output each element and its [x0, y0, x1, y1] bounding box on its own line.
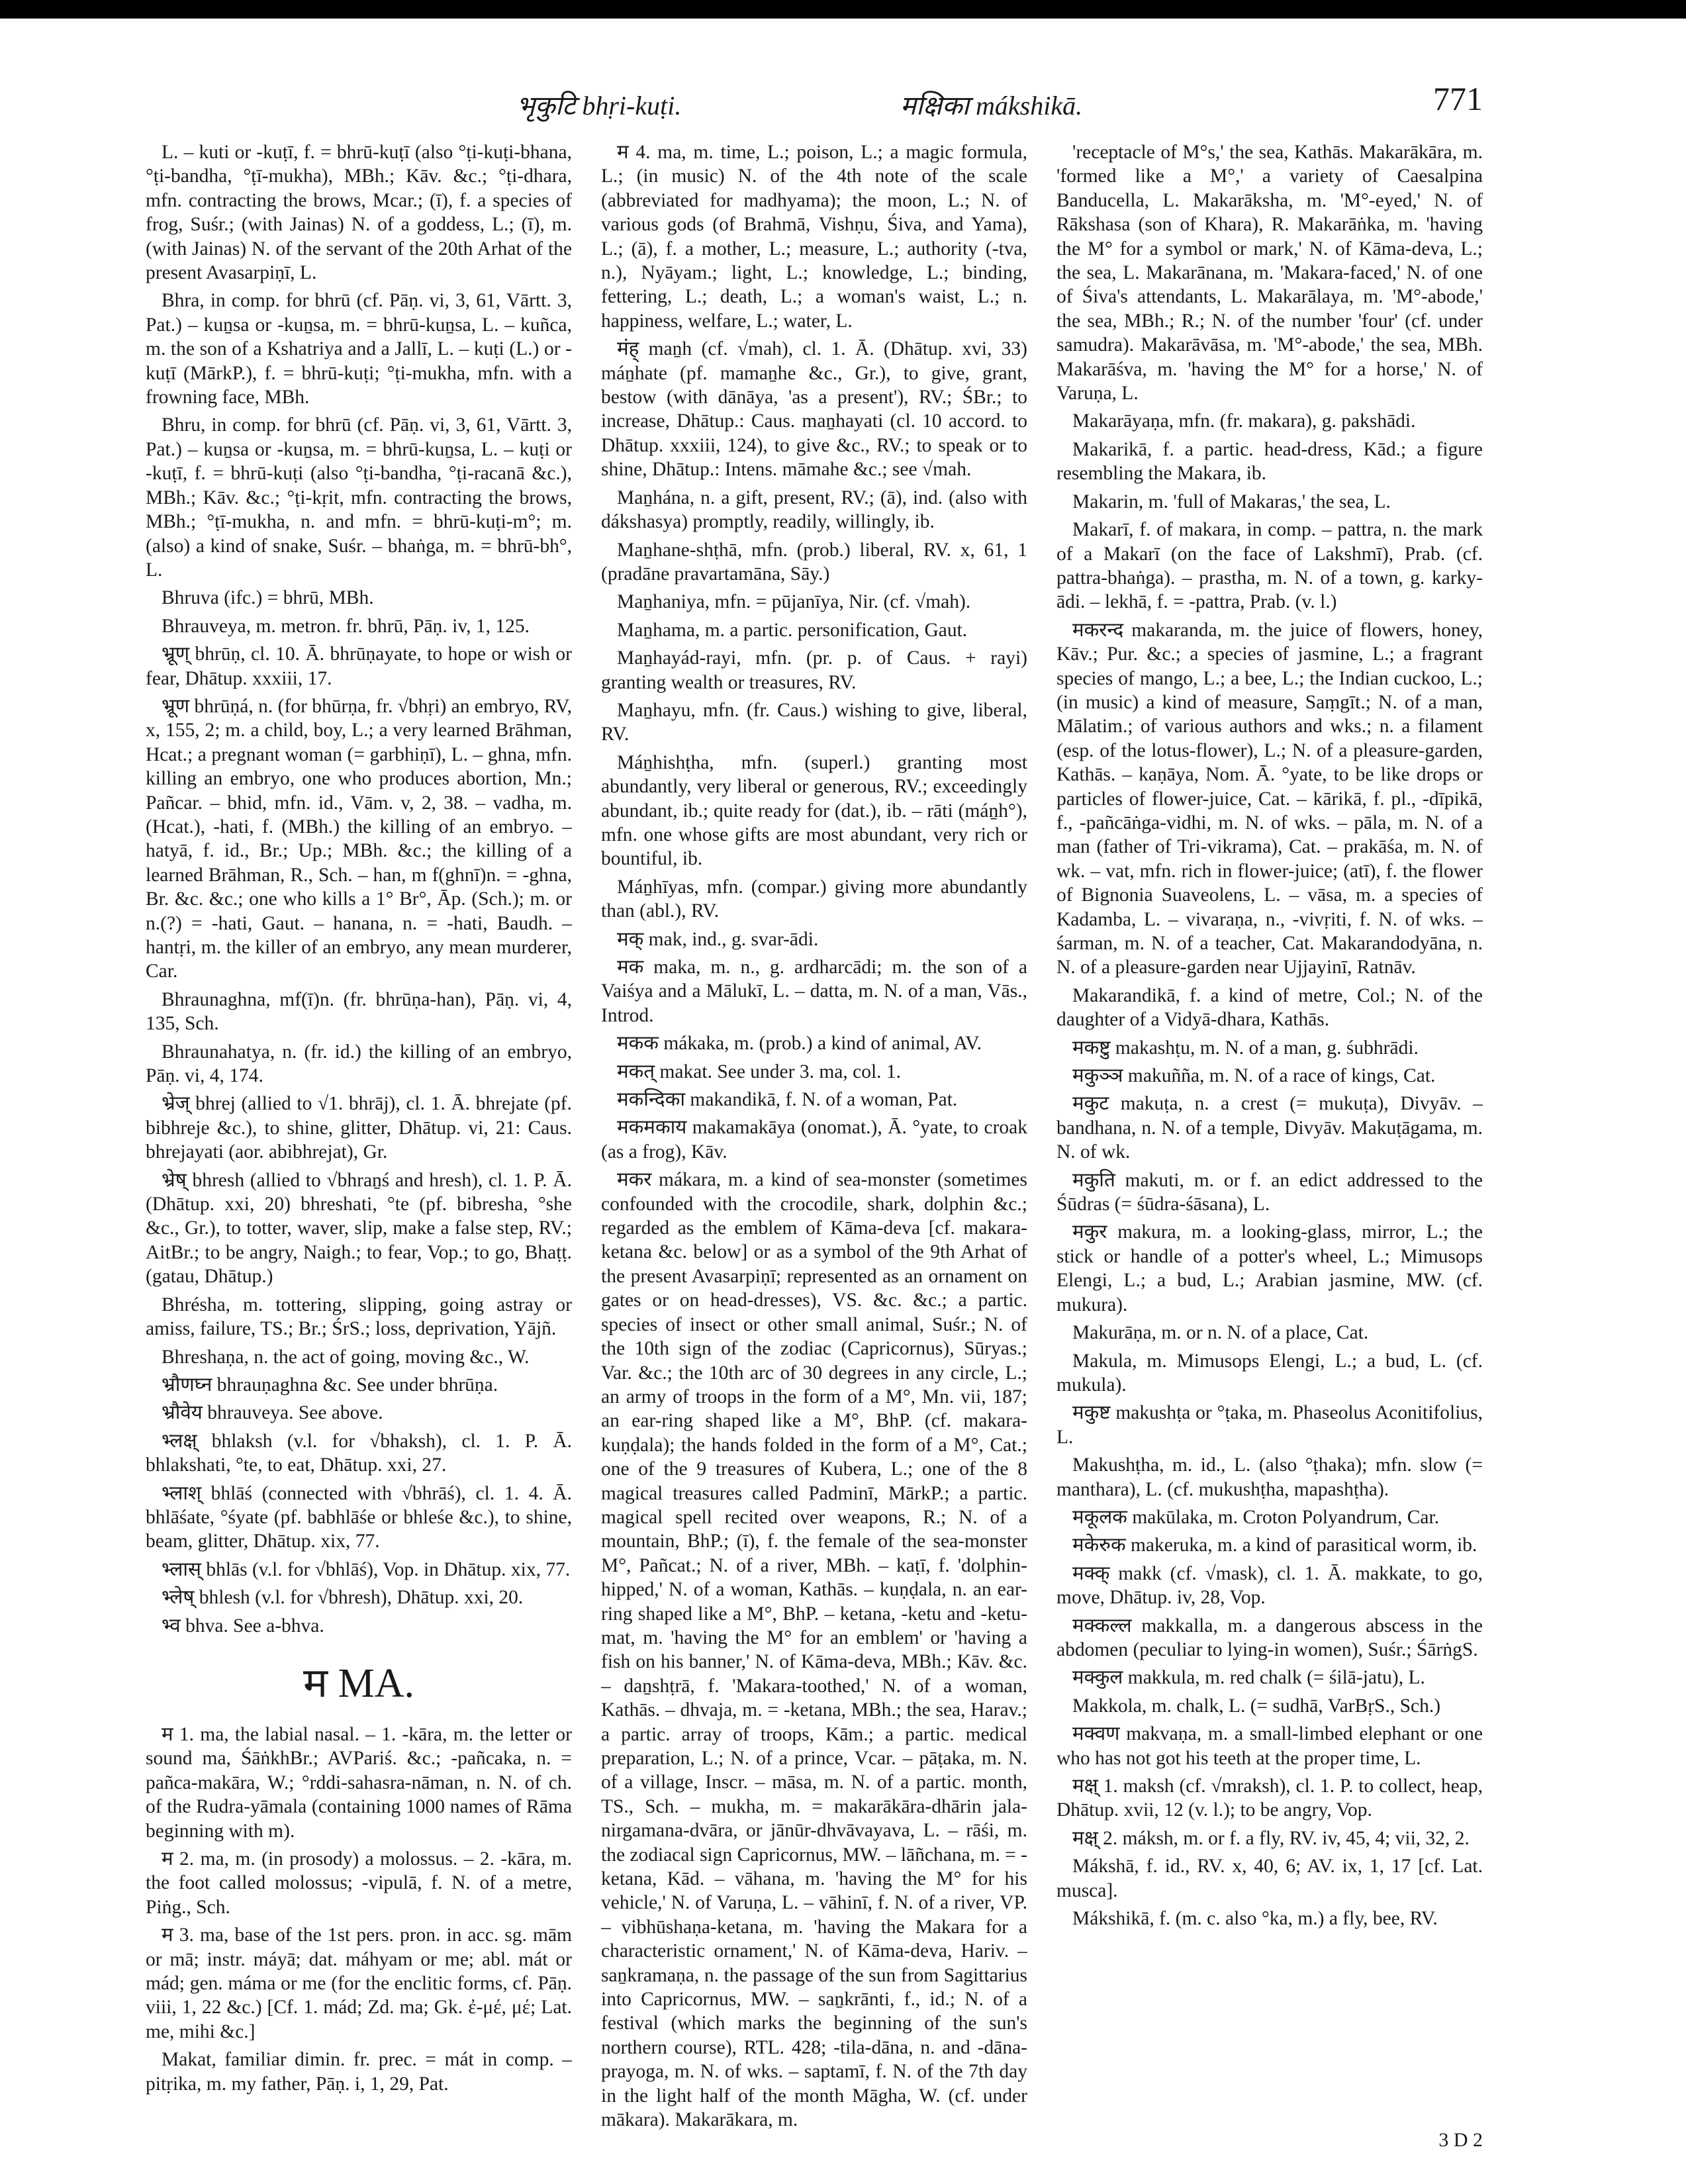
dictionary-entry: Máṉhishṭha, mfn. (superl.) granting most abundantly, very liberal or generous, RV.; exceedingly abundant, ib.; quite ready for (dat.), ib. – rāti (máṉh°), mfn. one whose gifts are most abundant, very rich or bountiful, ib.: [601, 751, 1027, 870]
dictionary-entry: मक्कुल makkula, m. red chalk (= śilā-jatu), L.: [1072, 1667, 1425, 1689]
dictionary-entry: Makula, m. Mimusops Elengi, L.; a bud, L. (cf. mukula).: [1056, 1350, 1483, 1396]
dictionary-entry: मकन्दिका makandikā, f. N. of a woman, Pat.: [617, 1089, 958, 1111]
page-number: 771: [1433, 80, 1483, 117]
dictionary-entry: Makarī, f. of makara, in comp. – pattra, n. the mark of a Makarī (on the face of Lakshmī), Prab. (cf. pattra-bhaṅga). – prastha, m. N. of a town, g. karky-ādi. – lekhā, f. = -pattra, Prab. (v. l.): [1056, 519, 1483, 613]
dictionary-entry: म 4. ma, m. time, L.; poison, L.; a magic formula, L.; (in music) N. of the 4th note of the scale (abbreviated for madhyama); the moon, L.; N. of various gods (of Brahmā, Vishṇu, Śiva, and Yama), L.; (ā), f. a mother, L.; measure, L.; authority (-tva, n.), Nyāyam.; light, L.; knowledge, L.; binding, fettering, L.; death, L.; a woman's waist, L.; n. happiness, welfare, L.; water, L.: [601, 142, 1027, 332]
dictionary-entry: Maṉhána, n. a gift, present, RV.; (ā), ind. (also with dákshasya) promptly, readily, willingly, ib.: [601, 487, 1027, 533]
left-running-head: भृकुटि bhṛi-kuṭi.: [516, 91, 682, 120]
dictionary-entry: Makkola, m. chalk, L. (= sudhā, VarBṛS., Sch.): [1072, 1695, 1441, 1717]
dictionary-entry: मक्ष् 2. máksh, m. or f. a fly, RV. iv, 45, 4; vii, 32, 2.: [1072, 1827, 1470, 1849]
dictionary-entry: Bhraunahatya, n. (fr. id.) the killing of an embryo, Pāṇ. vi, 4, 174.: [146, 1041, 572, 1087]
dictionary-entry: म 2. ma, m. (in prosody) a molossus. – 2. -kāra, m. the foot called molossus; -vipulā, f. N. of a metre, Piṅg., Sch.: [146, 1848, 572, 1918]
dictionary-entry: मकमकाय makamakāya (onomat.), Ā. °yate, to croak (as a frog), Kāv.: [601, 1117, 1027, 1163]
dictionary-entry: भ्व bhva. See a-bhva.: [162, 1615, 324, 1637]
page-header: [146, 79, 1483, 132]
dictionary-entry: मक् mak, ind., g. svar-ādi.: [617, 928, 819, 950]
dictionary-entry: मक्ष् 1. maksh (cf. √mraksh), cl. 1. P. to collect, heap, Dhātup. xvii, 12 (v. l.); to be angry, Vop.: [1056, 1776, 1483, 1821]
three-column-body: [146, 140, 1483, 2153]
dictionary-entry: मंह् maṉh (cf. √mah), cl. 1. Ā. (Dhātup. xvi, 33) máṉhate (pf. mamaṉhe &c., Gr.), to give, grant, bestow (with dānāya, 'as a present'), RV.; ŚBr.; to increase, Dhātup.: Caus. maṉhayati (cl. 10 accord. to Dhātup. xxxiii, 124), to give &c., RV.; to speak or to shine, Dhātup.: Intens. māmahe &c.; see √mah.: [601, 338, 1027, 481]
dictionary-entry: म 1. ma, the labial nasal. – 1. -kāra, m. the letter or sound ma, ŚāṅkhBr.; AVPariś. &c.; -pañcaka, n. = pañca-makāra, W.; °rddi-sahasra-nāman, n. N. of ch. of the Rudra-yāmala (containing 1000 names of Rāma beginning with m).: [146, 1723, 572, 1842]
column-2: [601, 140, 1027, 2153]
dictionary-entry: Bhrauveya, m. metron. fr. bhrū, Pāṇ. iv, 1, 125.: [162, 615, 530, 637]
dictionary-entry: मक्कल्ल makkalla, m. a dangerous abscess in the abdomen (peculiar to lying-in women), Suśr.; ŚārṅgS.: [1056, 1615, 1483, 1660]
dictionary-entry: भ्रेज् bhrej (allied to √1. bhrāj), cl. 1. Ā. bhrejate (pf. bibhreje &c.), to shine, glitter, Dhātup. vi, 21: Caus. bhrejayati (aor. abibhrejat), Gr.: [146, 1093, 572, 1163]
dictionary-entry: मकुट makuṭa, n. a crest (= mukuṭa), Divyāv. – bandhana, n. N. of a temple, Divyāv. Makuṭāgama, m. N. of wk.: [1056, 1093, 1483, 1163]
dictionary-entry: भ्रौणघ्न bhrauṇaghna &c. See under bhrūṇa.: [162, 1374, 498, 1396]
dictionary-entry: Makat, familiar dimin. fr. prec. = mát in comp. – pitṛika, m. my father, Pāṇ. i, 1, 29, Pat.: [146, 2049, 572, 2095]
dictionary-entry: मकर mákara, m. a kind of sea-monster (sometimes confounded with the crocodile, shark, dolphin &c.; regarded as the emblem of Kāma-deva [cf. makara-ketana &c. below] or as a symbol of the 9th Arhat of the present Avasarpiṇī; represented as an ornament on gates or on head-dresses), VS. &c. &c.; a partic. species of insect or other small animal, Suśr.; N. of the 10th sign of the zodiac (Capricornus), Sūryas.; Var. &c.; the 10th arc of 30 degrees in any circle, L.; an army of troops in the form of a M°, Mn. vii, 187; an ear-ring shaped like a M°, BhP. (cf. makara-kuṇḍala); the hands folded in the form of a M°, Cat.; one of the 9 treasures of Kubera, L.; one of the 8 magical treasures called Padminī, MārkP.; a partic. magical spell recited over weapons, R.; N. of a mountain, BhP.; (ī), f. the female of the sea-monster M°, Pañcat.; N. of a river, MBh. – kaṭī, f. 'dolphin-hipped,' N. of a woman, Kathās. – kuṇḍala, n. an ear-ring shaped like a M°, BhP. – ketana, -ketu and -ketu-mat, m. 'having the M° for an emblem' or 'having a fish on his banner,' N. of Kāma-deva, MBh.; Kāv. &c. – daṉshṭrā, f. 'Makara-toothed,' N. of a woman, Kathās. – dhvaja, m. = -ketana, MBh.; the sea, Harav.; a partic. array of troops, Kām.; a partic. medical preparation, L.; N. of a prince, Vcar. – pāṭaka, m. N. of a village, Inscr. – māsa, m. N. of a partic. month, TS., Sch. – mukha, m. = makarākāra-dhārin jala-nirgamana-dvāra, or jānūr-dhvāvayava, L. – rāśi, m. the zodiacal sign Capricornus, MW. – lāñchana, m. = -ketana, Kād. – vāhana, m. 'having the M° for his vehicle,' N. of Varuṇa, L. – vāhinī, f. N. of a river, VP. – vibhūshaṇa-ketana, m. 'having the Makara for a characteristic ornament,' N. of Kāma-deva, Hariv. – saṉkramaṇa, n. the passage of the sun from Sagittarius into Capricornus, MW. – saṉkrānti, f., id.; N. of a festival (which marks the beginning of the sun's northern course), RTL. 428; -tila-dāna, n. and -dāna-prayoga, m. N. of wks. – saptamī, f. N. of the 7th day in the light half of the month Māgha, W. (cf. under mākara). Makarākara, m.: [601, 1169, 1027, 2131]
dictionary-entry: Maṉhayád-rayi, mfn. (pr. p. of Caus. + rayi) granting wealth or treasures, RV.: [601, 647, 1027, 693]
dictionary-entry: Maṉhaniya, mfn. = pūjanīya, Nir. (cf. √mah).: [617, 591, 971, 613]
dictionary-entry: भ्रौवेय bhrauveya. See above.: [162, 1402, 383, 1424]
dictionary-entry: Maṉhama, m. a partic. personification, Gaut.: [617, 619, 968, 641]
dictionary-entry: Bhrésha, m. tottering, slipping, going astray or amiss, failure, TS.; Br.; ŚrS.; loss, deprivation, Yājñ.: [146, 1294, 572, 1340]
dictionary-entry: भ्लक्ष् bhlaksh (v.l. for √bhaksh), cl. 1. P. Ā. bhlakshati, °te, to eat, Dhātup. xxi, 27.: [146, 1430, 572, 1476]
dictionary-entry: Makurāṇa, m. or n. N. of a place, Cat.: [1072, 1322, 1369, 1344]
dictionary-entry: Bhruva (ifc.) = bhrū, MBh.: [162, 587, 374, 609]
dictionary-entry: Mákshā, f. id., RV. x, 40, 6; AV. ix, 1, 17 [cf. Lat. musca].: [1056, 1856, 1483, 1901]
dictionary-entry: भ्लेष् bhlesh (v.l. for √bhresh), Dhātup. xxi, 20.: [162, 1587, 524, 1609]
dictionary-entry: भ्लास् bhlās (v.l. for √bhlāś), Vop. in Dhātup. xix, 77.: [162, 1558, 571, 1580]
dictionary-entry: मकुति makuti, m. or f. an edict addressed to the Śūdras (= śūdra-śāsana), L.: [1056, 1169, 1483, 1215]
column-1: [146, 140, 572, 2153]
dictionary-entry: मकरन्द makaranda, m. the juice of flowers, honey, Kāv.; Pur. &c.; a species of jasmine, L.; a fragrant species of mango, L.; a bee, L.; the Indian cuckoo, L.; (in music) a kind of measure, Saṃgīt.; N. of a man, Mālatim.; of various authors and wks.; n. a filament (esp. of the lotus-flower), L.; N. of a pleasure-garden, Kathās. – kaṇāya, Nom. Ā. °yate, to be like drops or particles of flower-juice, Cat. – kārikā, f. pl., -dīpikā, f., -pañcāṅga-vidhi, m. N. of wks. – pāla, m. N. of a man (father of Tri-vikrama), Cat. – prakāśa, m. N. of wk. – vat, mfn. rich in flower-juice; (atī), f. the flower of Bignonia Suaveolens, L. – vāsa, m. a species of Kadamba, L. – vivaraṇa, n., -vivṛiti, f. N. of wks. – śarman, m. N. of a teacher, Cat. Makarandodyāna, n. N. of a pleasure-garden near Ujjayinī, Ratnāv.: [1056, 619, 1483, 978]
signature-mark: 3 D 2: [1438, 2129, 1483, 2151]
dictionary-entry: Makarandikā, f. a kind of metre, Col.; N. of the daughter of a Vidyā-dhara, Kathās.: [1056, 984, 1483, 1031]
dictionary-entry: मकुष्ट makushṭa or °ṭaka, m. Phaseolus Aconitifolius, L.: [1056, 1402, 1483, 1448]
dictionary-entry: मकेरुक makeruka, m. a kind of parasitical worm, ib.: [1072, 1535, 1477, 1556]
dictionary-entry: भ्रूण bhrūṇá, n. (for bhūrṇa, fr. √bhṛi) an embryo, RV, x, 155, 2; m. a child, boy, L.; a very learned Brāhman, Hcat.; a pregnant woman (= garbhiṇī), L. – ghna, mfn. killing an embryo, one who produces abortion, Mn.; Pañcar. – bhid, mfn. id., Vām. v, 2, 38. – vadha, m. (Hcat.), -hati, f. (MBh.) the killing of an embryo. – hatyā, f. id., Br.; Up.; MBh. &c.; the killing of a learned Brāhman, R., Sch. – han, m f(ghnī)n. = -ghna, Br. &c. &c.; one who kills a 1° Br°, Āp. (Sch.); m. or n.(?) = -hati, Gaut. – hanana, n. = -hati, Baudh. – hantṛi, m. the killer of an embryo, any mean murderer, Car.: [146, 695, 572, 982]
dictionary-entry: Bhraunaghna, mf(ī)n. (fr. bhrūṇa-han), Pāṇ. vi, 4, 135, Sch.: [146, 988, 572, 1035]
center-running-head: मक्षिका mákshikā.: [900, 91, 1083, 120]
dictionary-entry: L. – kuti or -kuṭī, f. = bhrū-kuṭī (also °ṭi-kuṭi-bhana, °ṭi-bandha, °ṭī-mukha), MBh.; Kāv. &c.; °ṭi-dhara, mfn. contracting the brows, Mcar.; (ī), f. a species of frog, Suśr.; (with Jainas) N. of a goddess, L.; (ī), m. (with Jainas) N. of the servant of the 20th Arhat of the present Avasarpiṇī, L.: [146, 142, 572, 284]
dictionary-entry: 'receptacle of M°s,' the sea, Kathās. Makarākāra, m. 'formed like a M°,' a variety of Caesalpina Banducella, L. Makarāksha, m. 'M°-eyed,' N. of Rākshasa (son of Khara), R. Makarāṅka, m. 'having the M° for a symbol or mark,' N. of Kāma-deva, L.; the sea, L. Makarānana, m. 'Makara-faced,' N. of one of Śiva's attendants, L. Makarālaya, m. 'M°-abode,' the sea, MBh.; R.; N. of the number 'four' (cf. under samudra). Makarāvāsa, m. 'M°-abode,' the sea, MBh. Makarāśva, m. 'having the M° for a horse,' N. of Varuṇa, L.: [1056, 142, 1483, 404]
dictionary-entry: Bhra, in comp. for bhrū (cf. Pāṇ. vi, 3, 61, Vārtt. 3, Pat.) – kuṉsa or -kuṉsa, m. = bhrū-kuṉsa, L. – kuñca, m. the son of a Kshatriya and a Jallī, L. – kuṭi (L.) or -kuṭī (MārkP.), f. = bhrū-kuṭi; °ṭi-mukha, mfn. with a frowning face, MBh.: [146, 290, 572, 408]
dictionary-entry: Maṉhayu, mfn. (fr. Caus.) wishing to give, liberal, RV.: [601, 699, 1027, 745]
dictionary-entry: मक्क् makk (cf. √mask), cl. 1. Ā. makkate, to go, move, Dhātup. iv, 28, Vop.: [1056, 1562, 1483, 1609]
column-3: [1056, 140, 1483, 2153]
dictionary-entry: मकत् makat. See under 3. ma, col. 1.: [617, 1061, 902, 1082]
dictionary-entry: मकक mákaka, m. (prob.) a kind of animal, AV.: [617, 1033, 982, 1055]
dictionary-entry: Makarāyaṇa, mfn. (fr. makara), g. pakshādi.: [1072, 410, 1416, 432]
dictionary-entry: भ्रूण् bhrūṇ, cl. 10. Ā. bhrūṇayate, to hope or wish or fear, Dhātup. xxxiii, 17.: [146, 643, 572, 689]
dictionary-entry: Bhreshaṇa, n. the act of going, moving &c., W.: [162, 1346, 530, 1368]
dictionary-entry: मक maka, m. n., g. ardharcādi; m. the son of a Vaiśya and a Mālukī, L. – datta, m. N. of a man, Vās., Introd.: [601, 957, 1027, 1026]
dictionary-entry: Makushṭha, m. id., L. (also °ṭhaka); mfn. slow (= manthara), L. (cf. mukushṭha, mapashṭha).: [1056, 1454, 1483, 1500]
dictionary-entry: मकूलक makūlaka, m. Croton Polyandrum, Car.: [1072, 1506, 1440, 1528]
dictionary-entry: म 3. ma, base of the 1st pers. pron. in acc. sg. mām or mā; instr. máyā; dat. máhyam or me; abl. mát or mád; gen. máma or me (for the enclitic forms, cf. Pāṇ. viii, 1, 22 &c.) [Cf. 1. mád; Zd. ma; Gk. ἐ-μέ, μέ; Lat. me, mihi &c.]: [146, 1924, 572, 2042]
dictionary-entry: मकष्टु makashṭu, m. N. of a man, g. śubhrādi.: [1072, 1037, 1419, 1059]
dictionary-entry: मकुञ्ञ makuñña, m. N. of a race of kings, Cat.: [1072, 1065, 1436, 1087]
dictionary-page: [146, 79, 1483, 2152]
dictionary-entry: Bhru, in comp. for bhrū (cf. Pāṇ. vi, 3, 61, Vārtt. 3, Pat.) – kuṉsa or -kuṉsa, m. = bhrū-kuṉsa, L. – kuṭi or -kuṭī, f. = bhrū-kuṭi (also °ṭi-bandha, °ṭi-racanā &c.), MBh.; Kāv. &c.; °ṭi-kṛit, mfn. contracting the brows, MBh.; °ṭī-mukha, n. and mfn. = bhrū-kuṭi-m°; m. (also) a kind of snake, Suśr. – bhaṅga, m. = bhrū-bh°, L.: [146, 414, 572, 581]
scan-top-border: [0, 0, 1686, 19]
dictionary-entry: Makarin, m. 'full of Makaras,' the sea, L.: [1072, 491, 1391, 512]
dictionary-entry: Maṉhane-shṭhā, mfn. (prob.) liberal, RV. x, 61, 1 (pradāne pravartamāna, Sāy.): [601, 539, 1027, 585]
section-heading: म MA.: [303, 1660, 414, 1706]
dictionary-entry: Máṉhīyas, mfn. (compar.) giving more abundantly than (abl.), RV.: [601, 876, 1027, 922]
dictionary-entry: Mákshikā, f. (m. c. also °ka, m.) a fly, bee, RV.: [1072, 1908, 1438, 1930]
dictionary-entry: Makarikā, f. a partic. head-dress, Kād.; a figure resembling the Makara, ib.: [1056, 438, 1483, 485]
dictionary-entry: मक्वण makvaṇa, m. a small-limbed elephant or one who has not got his teeth at the proper time, L.: [1056, 1723, 1483, 1769]
dictionary-entry: भ्लाश् bhlāś (connected with √bhrāś), cl. 1. 4. Ā. bhlāśate, °śyate (pf. babhlāśe or bhleśe &c.), to shine, beam, glitter, Dhātup. xix, 77.: [146, 1482, 572, 1552]
dictionary-entry: भ्रेष् bhresh (allied to √bhraṉś and hresh), cl. 1. P. Ā. (Dhātup. xxi, 20) bhreshati, °te (pf. bibresha, °she &c., Gr.), to totter, waver, slip, make a false step, RV.; AitBr.; to be angry, Naigh.; to fear, Vop.; to go, Bhaṭṭ. (gatau, Dhātup.): [146, 1169, 572, 1288]
dictionary-entry: मकुर makura, m. a looking-glass, mirror, L.; the stick or handle of a potter's wheel, L.; Mimusops Elengi, L.; a bud, L.; Arabian jasmine, MW. (cf. mukura).: [1056, 1221, 1483, 1315]
